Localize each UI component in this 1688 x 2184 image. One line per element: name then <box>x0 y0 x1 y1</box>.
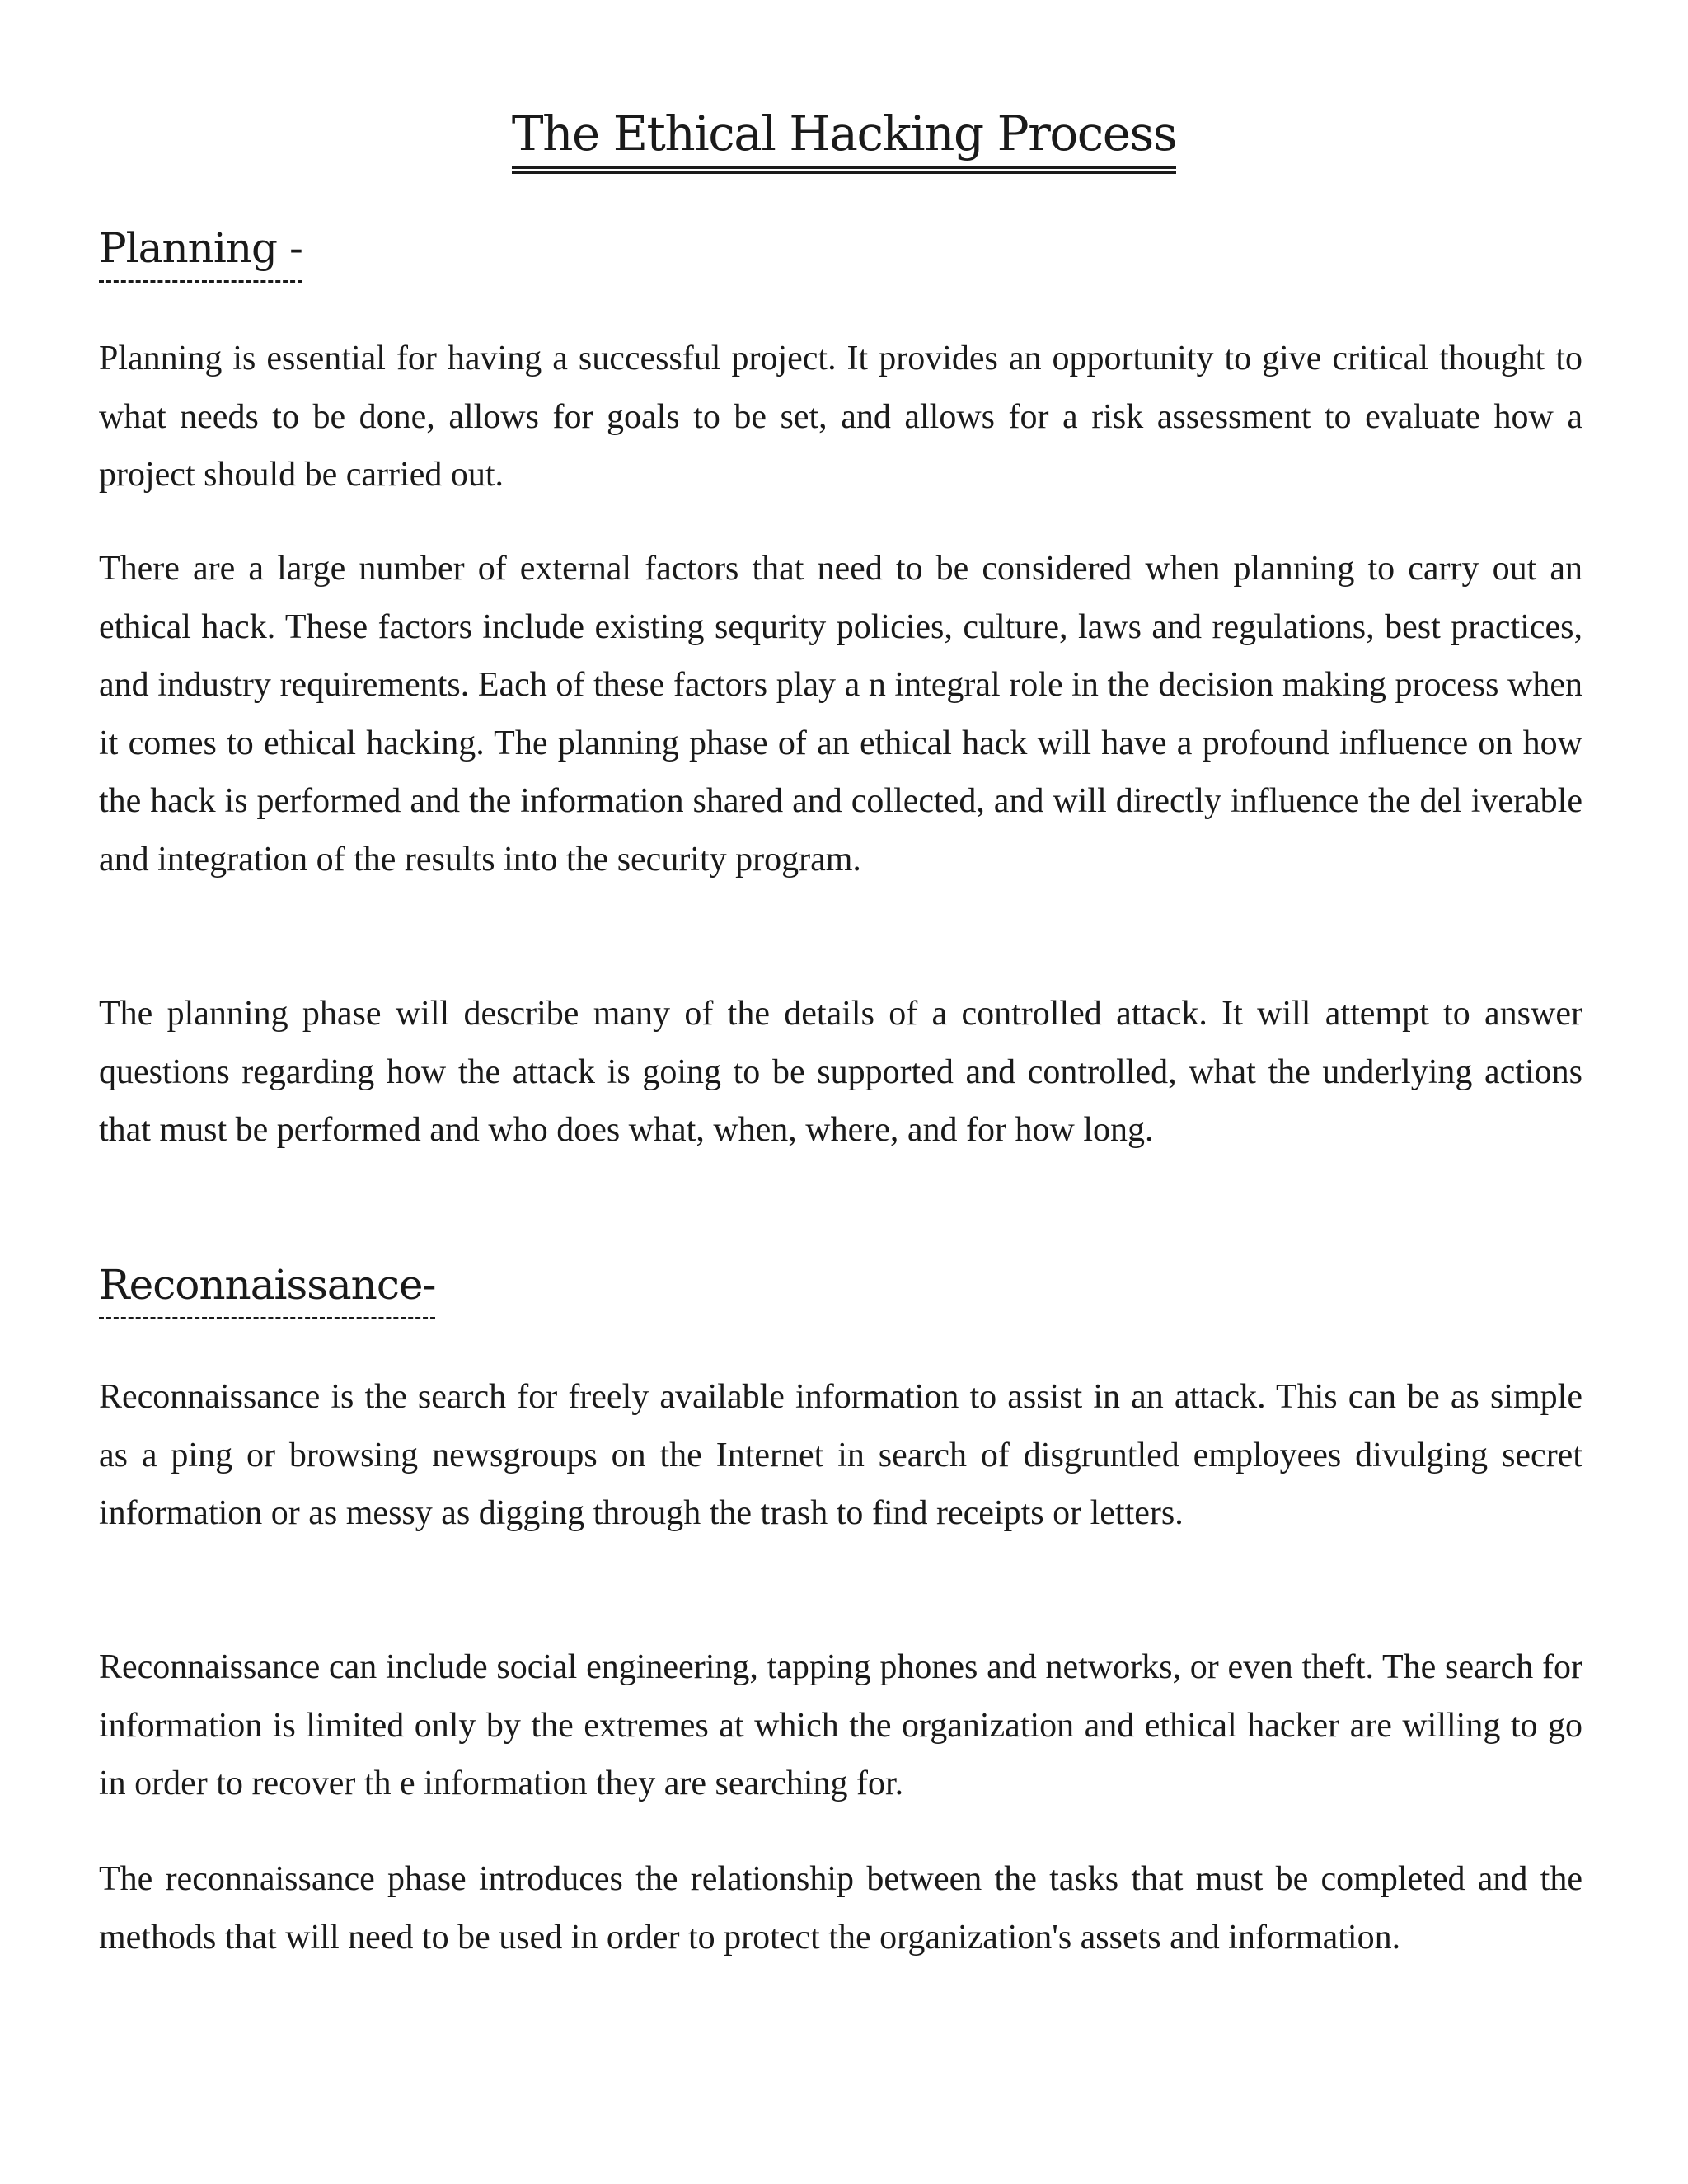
section-heading-text: Planning - <box>99 224 302 283</box>
paragraph: Reconnaissance is the search for freely available information to assist in an attack. This can be as simple as a ping or browsing newsgroups on the Internet in search of disgruntled employees divulging secret information or as messy as digging through the trash to find receipts or letters. <box>99 1378 1582 1532</box>
document-title-text: The Ethical Hacking Process <box>512 105 1176 174</box>
paragraph: The planning phase will describe many of the details of a controlled attack. It will attempt to answer questions regarding how the attack is going to be supported and controlled, what the underlying actions that must be performed and who does what, when, where, and for how long. <box>99 995 1582 1149</box>
paragraph: The reconnaissance phase introduces the relationship between the tasks that must be completed and the methods that will need to be used in order to protect the organization's assets and information. <box>99 1860 1582 1957</box>
document-title <box>0 105 1688 174</box>
section-heading-text: Reconnaissance- <box>99 1261 435 1319</box>
paragraph: Reconnaissance can include social engineering, tapping phones and networks, or even theft. The search for information is limited only by the extremes at which the organization and ethical hacker are willing to go in order to recover th e information they are searching for. <box>99 1648 1582 1802</box>
paragraph: There are a large number of external factors that need to be considered when planning to carry out an ethical hack. These factors include existing sequrity policies, culture, laws and regulations, best practices, and industry requirements. Each of these factors play a n integral role in the decision making process when it comes to ethical hacking. The planning phase of an ethical hack will have a profound influence on how the hack is performed and the information shared and collected, and will directly influence the del iverable and integration of the results into the security program. <box>99 550 1582 879</box>
section-heading-planning <box>99 224 302 283</box>
paragraph: Planning is essential for having a successful project. It provides an opportunity to give critical thought to what needs to be done, allows for goals to be set, and allows for a risk assessment to evaluate how a project should be carried out. <box>99 340 1582 494</box>
section-heading-reconnaissance <box>99 1261 435 1319</box>
